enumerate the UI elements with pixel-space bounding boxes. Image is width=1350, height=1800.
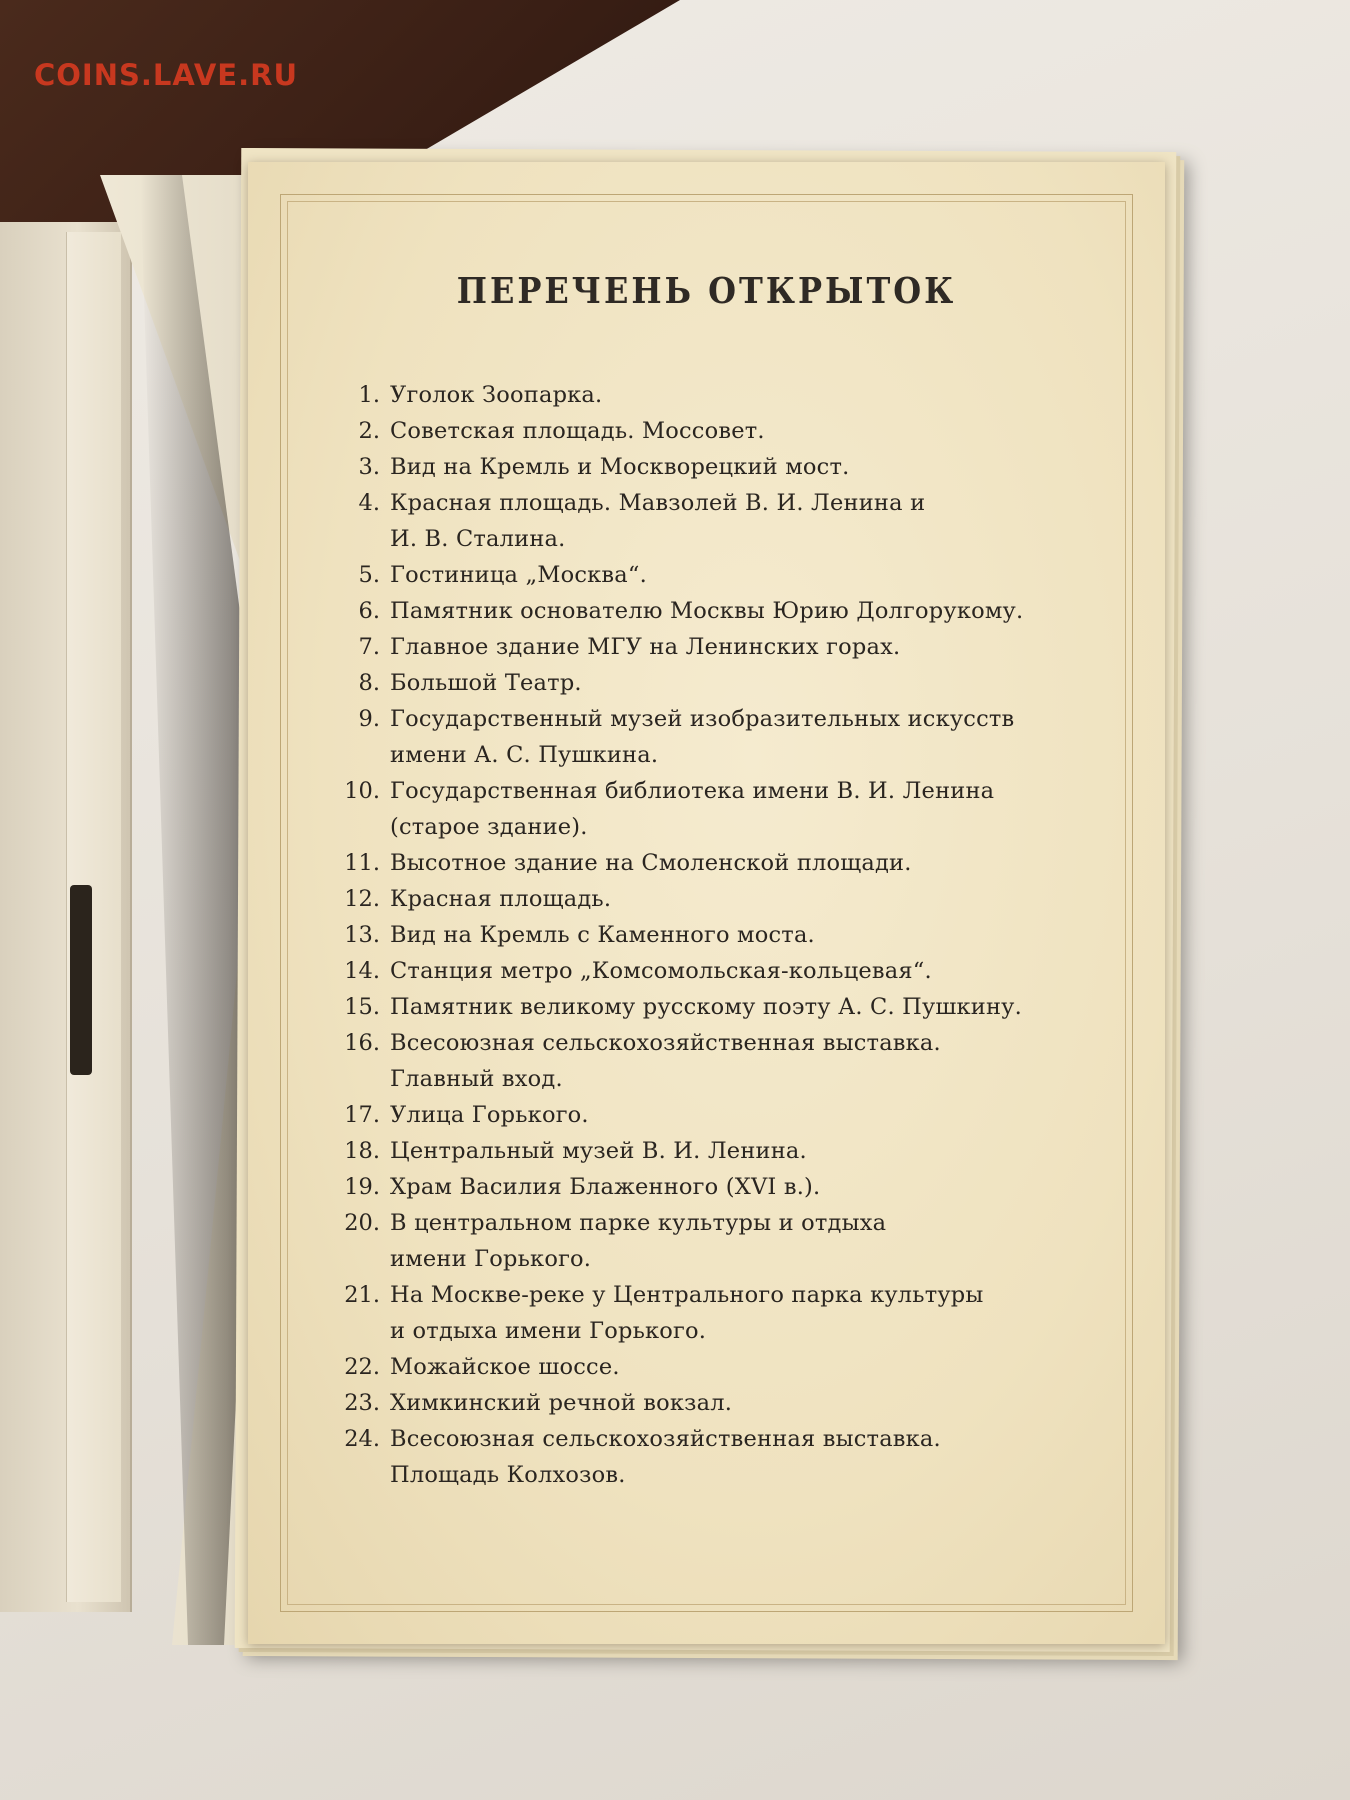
list-item-text: Красная площадь. bbox=[390, 886, 612, 912]
list-item-text: В центральном парке культуры и отдыха имени Горького. bbox=[390, 1210, 887, 1272]
list-item-number: 9. bbox=[358, 706, 380, 732]
folder-slot bbox=[70, 885, 92, 1075]
list-item-number: 1. bbox=[358, 382, 380, 408]
list-item bbox=[328, 1133, 1148, 1169]
list-item bbox=[328, 377, 1148, 413]
list-item-text: Улица Горького. bbox=[390, 1102, 589, 1128]
list-item bbox=[328, 917, 1148, 953]
postcard-list bbox=[328, 377, 1148, 1493]
list-item bbox=[328, 1205, 1148, 1277]
list-item-number: 17. bbox=[344, 1102, 380, 1128]
list-item-text: Памятник основателю Москвы Юрию Долгорукому. bbox=[390, 598, 1024, 624]
watermark: COINS.LAVE.RU bbox=[34, 58, 299, 92]
list-item-text: Можайское шоссе. bbox=[390, 1354, 620, 1380]
list-item-number: 22. bbox=[344, 1354, 380, 1380]
list-item bbox=[328, 1025, 1148, 1097]
list-item-text: Химкинский речной вокзал. bbox=[390, 1390, 733, 1416]
list-item-number: 16. bbox=[344, 1030, 380, 1056]
list-item-number: 20. bbox=[344, 1210, 380, 1236]
list-item-text: Центральный музей В. И. Ленина. bbox=[390, 1138, 807, 1164]
list-item bbox=[328, 845, 1148, 881]
list-item-number: 3. bbox=[358, 454, 380, 480]
list-item-number: 7. bbox=[358, 634, 380, 660]
list-item-text: Гостиница „Москва“. bbox=[390, 562, 647, 588]
list-item-number: 23. bbox=[344, 1390, 380, 1416]
list-item-text: Государственная библиотека имени В. И. Ленина (старое здание). bbox=[390, 778, 995, 840]
list-item-text: Красная площадь. Мавзолей В. И. Ленина и И. В. Сталина. bbox=[390, 490, 926, 552]
list-item-number: 14. bbox=[344, 958, 380, 984]
list-item-number: 4. bbox=[358, 490, 380, 516]
list-item-number: 6. bbox=[358, 598, 380, 624]
list-item-number: 12. bbox=[344, 886, 380, 912]
list-item-number: 21. bbox=[344, 1282, 380, 1308]
list-item bbox=[328, 1385, 1148, 1421]
list-item-number: 18. bbox=[344, 1138, 380, 1164]
list-item-number: 11. bbox=[344, 850, 380, 876]
list-item bbox=[328, 665, 1148, 701]
list-item-text: Вид на Кремль и Москворецкий мост. bbox=[390, 454, 850, 480]
list-item-number: 15. bbox=[344, 994, 380, 1020]
list-item bbox=[328, 1169, 1148, 1205]
list-item-number: 2. bbox=[358, 418, 380, 444]
list-item-text: Всесоюзная сельскохозяйственная выставка. Главный вход. bbox=[390, 1030, 941, 1092]
list-item-number: 8. bbox=[358, 670, 380, 696]
list-item-text: На Москве-реке у Центрального парка культуры и отдыха имени Горького. bbox=[390, 1282, 984, 1344]
list-item bbox=[328, 1421, 1148, 1493]
list-item bbox=[328, 557, 1148, 593]
card-title: ПЕРЕЧЕНЬ ОТКРЫТОК bbox=[456, 270, 957, 312]
list-item bbox=[328, 593, 1148, 629]
list-item bbox=[328, 989, 1148, 1025]
list-item-text: Советская площадь. Моссовет. bbox=[390, 418, 765, 444]
list-item-text: Вид на Кремль с Каменного моста. bbox=[390, 922, 815, 948]
list-item bbox=[328, 881, 1148, 917]
list-item bbox=[328, 449, 1148, 485]
list-item-number: 19. bbox=[344, 1174, 380, 1200]
list-item bbox=[328, 1097, 1148, 1133]
list-item-number: 5. bbox=[358, 562, 380, 588]
list-item-text: Всесоюзная сельскохозяйственная выставка. Площадь Колхозов. bbox=[390, 1426, 941, 1488]
list-item-number: 10. bbox=[344, 778, 380, 804]
list-item bbox=[328, 629, 1148, 665]
list-item bbox=[328, 701, 1148, 773]
list-item bbox=[328, 953, 1148, 989]
list-item bbox=[328, 773, 1148, 845]
list-item bbox=[328, 1349, 1148, 1385]
list-item-text: Храм Василия Блаженного (XVI в.). bbox=[390, 1174, 821, 1200]
list-item-text: Уголок Зоопарка. bbox=[390, 382, 603, 408]
list-item bbox=[328, 413, 1148, 449]
list-item-text: Государственный музей изобразительных искусств имени А. С. Пушкина. bbox=[390, 706, 1015, 768]
list-item bbox=[328, 485, 1148, 557]
list-item-text: Станция метро „Комсомольская-кольцевая“. bbox=[390, 958, 932, 984]
list-item-text: Памятник великому русскому поэту А. С. Пушкину. bbox=[390, 994, 1022, 1020]
contents-card bbox=[248, 162, 1165, 1644]
list-item-number: 13. bbox=[344, 922, 380, 948]
list-item-number: 24. bbox=[344, 1426, 380, 1452]
list-item-text: Главное здание МГУ на Ленинских горах. bbox=[390, 634, 901, 660]
list-item bbox=[328, 1277, 1148, 1349]
list-item-text: Высотное здание на Смоленской площади. bbox=[390, 850, 912, 876]
list-item-text: Большой Театр. bbox=[390, 670, 582, 696]
